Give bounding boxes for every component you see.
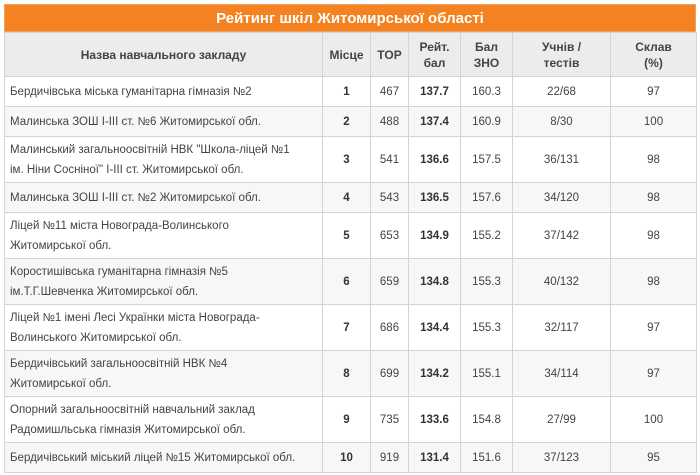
header-zno <box>461 33 513 77</box>
school-rating-table <box>4 32 697 473</box>
header-rating-line2: бал <box>423 55 446 70</box>
school-name <box>5 305 323 351</box>
school-name-line2: Волинського Житомирської обл. <box>10 331 182 344</box>
school-name <box>5 183 323 213</box>
top-cell: 467 <box>371 77 409 107</box>
zno-cell: 155.3 <box>461 259 513 305</box>
school-name <box>5 137 323 183</box>
top-cell: 543 <box>371 183 409 213</box>
place-cell: 9 <box>323 397 371 443</box>
students-cell: 37/142 <box>513 213 611 259</box>
school-name <box>5 443 323 473</box>
students-cell: 34/120 <box>513 183 611 213</box>
zno-cell: 155.3 <box>461 305 513 351</box>
rating-cell: 134.8 <box>409 259 461 305</box>
table-row <box>5 397 697 443</box>
header-rating-line1: Рейт. <box>419 39 450 54</box>
place-cell: 1 <box>323 77 371 107</box>
rating-cell: 133.6 <box>409 397 461 443</box>
school-name-line2: Житомирської обл. <box>10 377 112 390</box>
pass-cell: 95 <box>611 443 697 473</box>
table-row <box>5 137 697 183</box>
zno-cell: 155.2 <box>461 213 513 259</box>
school-name-line1: Бердичівський міський ліцей №15 Житомирської обл. <box>10 451 296 464</box>
pass-cell: 98 <box>611 183 697 213</box>
header-zno-line2: ЗНО <box>473 55 500 70</box>
zno-cell: 157.6 <box>461 183 513 213</box>
rating-cell: 134.2 <box>409 351 461 397</box>
zno-cell: 157.5 <box>461 137 513 183</box>
header-students-line1: Учнів / <box>541 39 582 54</box>
school-name-line1: Малинська ЗОШ І-ІІІ ст. №6 Житомирської обл. <box>10 115 261 128</box>
zno-cell: 155.1 <box>461 351 513 397</box>
pass-cell: 97 <box>611 351 697 397</box>
school-name-line1: Ліцей №11 міста Новограда-Волинського <box>10 219 229 232</box>
header-top: TOP <box>371 33 409 77</box>
students-cell: 8/30 <box>513 107 611 137</box>
rating-cell: 131.4 <box>409 443 461 473</box>
students-cell: 22/68 <box>513 77 611 107</box>
rating-cell: 137.4 <box>409 107 461 137</box>
students-cell: 40/132 <box>513 259 611 305</box>
pass-cell: 97 <box>611 305 697 351</box>
students-cell: 27/99 <box>513 397 611 443</box>
table-row <box>5 351 697 397</box>
rating-cell: 137.7 <box>409 77 461 107</box>
school-name-line2: ім. Ніни Сосніної" І-ІІІ ст. Житомирської обл. <box>10 163 244 176</box>
table-row <box>5 443 697 473</box>
header-students-line2: тестів <box>543 55 580 70</box>
pass-cell: 98 <box>611 213 697 259</box>
rating-cell: 136.6 <box>409 137 461 183</box>
rating-cell: 134.9 <box>409 213 461 259</box>
place-cell: 5 <box>323 213 371 259</box>
header-place: Місце <box>323 33 371 77</box>
top-cell: 686 <box>371 305 409 351</box>
pass-cell: 98 <box>611 137 697 183</box>
zno-cell: 151.6 <box>461 443 513 473</box>
school-name-line1: Опорний загальноосвітній навчальний заклад <box>10 403 255 416</box>
school-name-line1: Коростишівська гуманітарна гімназія №5 <box>10 265 228 278</box>
students-cell: 32/117 <box>513 305 611 351</box>
pass-cell: 100 <box>611 107 697 137</box>
students-cell: 37/123 <box>513 443 611 473</box>
school-name-line1: Бердичівська міська гуманітарна гімназія №2 <box>10 85 252 98</box>
school-name <box>5 107 323 137</box>
table-row <box>5 183 697 213</box>
header-students <box>513 33 611 77</box>
place-cell: 10 <box>323 443 371 473</box>
place-cell: 8 <box>323 351 371 397</box>
header-zno-line1: Бал <box>475 39 498 54</box>
header-pass-line1: Склав <box>635 39 672 54</box>
school-name-line1: Малинський загальноосвітній НВК "Школа-ліцей №1 <box>10 143 290 156</box>
top-cell: 919 <box>371 443 409 473</box>
students-cell: 34/114 <box>513 351 611 397</box>
school-name <box>5 77 323 107</box>
school-name <box>5 397 323 443</box>
header-pass-line2: (%) <box>644 55 663 70</box>
school-name-line2: Житомирської обл. <box>10 239 112 252</box>
school-name-line1: Ліцей №1 імені Лесі Українки міста Новограда- <box>10 311 260 324</box>
school-name <box>5 351 323 397</box>
place-cell: 7 <box>323 305 371 351</box>
pass-cell: 100 <box>611 397 697 443</box>
school-name <box>5 259 323 305</box>
table-row <box>5 107 697 137</box>
zno-cell: 160.9 <box>461 107 513 137</box>
pass-cell: 98 <box>611 259 697 305</box>
table-title: Рейтинг шкіл Житомирської області <box>4 4 696 32</box>
top-cell: 735 <box>371 397 409 443</box>
header-row <box>5 33 697 77</box>
top-cell: 541 <box>371 137 409 183</box>
rating-cell: 134.4 <box>409 305 461 351</box>
table-row <box>5 77 697 107</box>
place-cell: 4 <box>323 183 371 213</box>
school-name-line2: ім.Т.Г.Шевченка Житомирської обл. <box>10 285 199 298</box>
header-name: Назва навчального закладу <box>5 33 323 77</box>
zno-cell: 160.3 <box>461 77 513 107</box>
school-name-line1: Бердичівський загальноосвітній НВК №4 <box>10 357 228 370</box>
school-name-line1: Малинська ЗОШ І-ІІІ ст. №2 Житомирської обл. <box>10 191 261 204</box>
place-cell: 2 <box>323 107 371 137</box>
students-cell: 36/131 <box>513 137 611 183</box>
header-pass <box>611 33 697 77</box>
table-row <box>5 259 697 305</box>
top-cell: 699 <box>371 351 409 397</box>
zno-cell: 154.8 <box>461 397 513 443</box>
pass-cell: 97 <box>611 77 697 107</box>
header-rating <box>409 33 461 77</box>
table-row <box>5 305 697 351</box>
top-cell: 653 <box>371 213 409 259</box>
place-cell: 6 <box>323 259 371 305</box>
place-cell: 3 <box>323 137 371 183</box>
table-row <box>5 213 697 259</box>
school-name <box>5 213 323 259</box>
top-cell: 659 <box>371 259 409 305</box>
school-name-line2: Радомишльська гімназія Житомирської обл. <box>10 423 246 436</box>
rating-cell: 136.5 <box>409 183 461 213</box>
top-cell: 488 <box>371 107 409 137</box>
